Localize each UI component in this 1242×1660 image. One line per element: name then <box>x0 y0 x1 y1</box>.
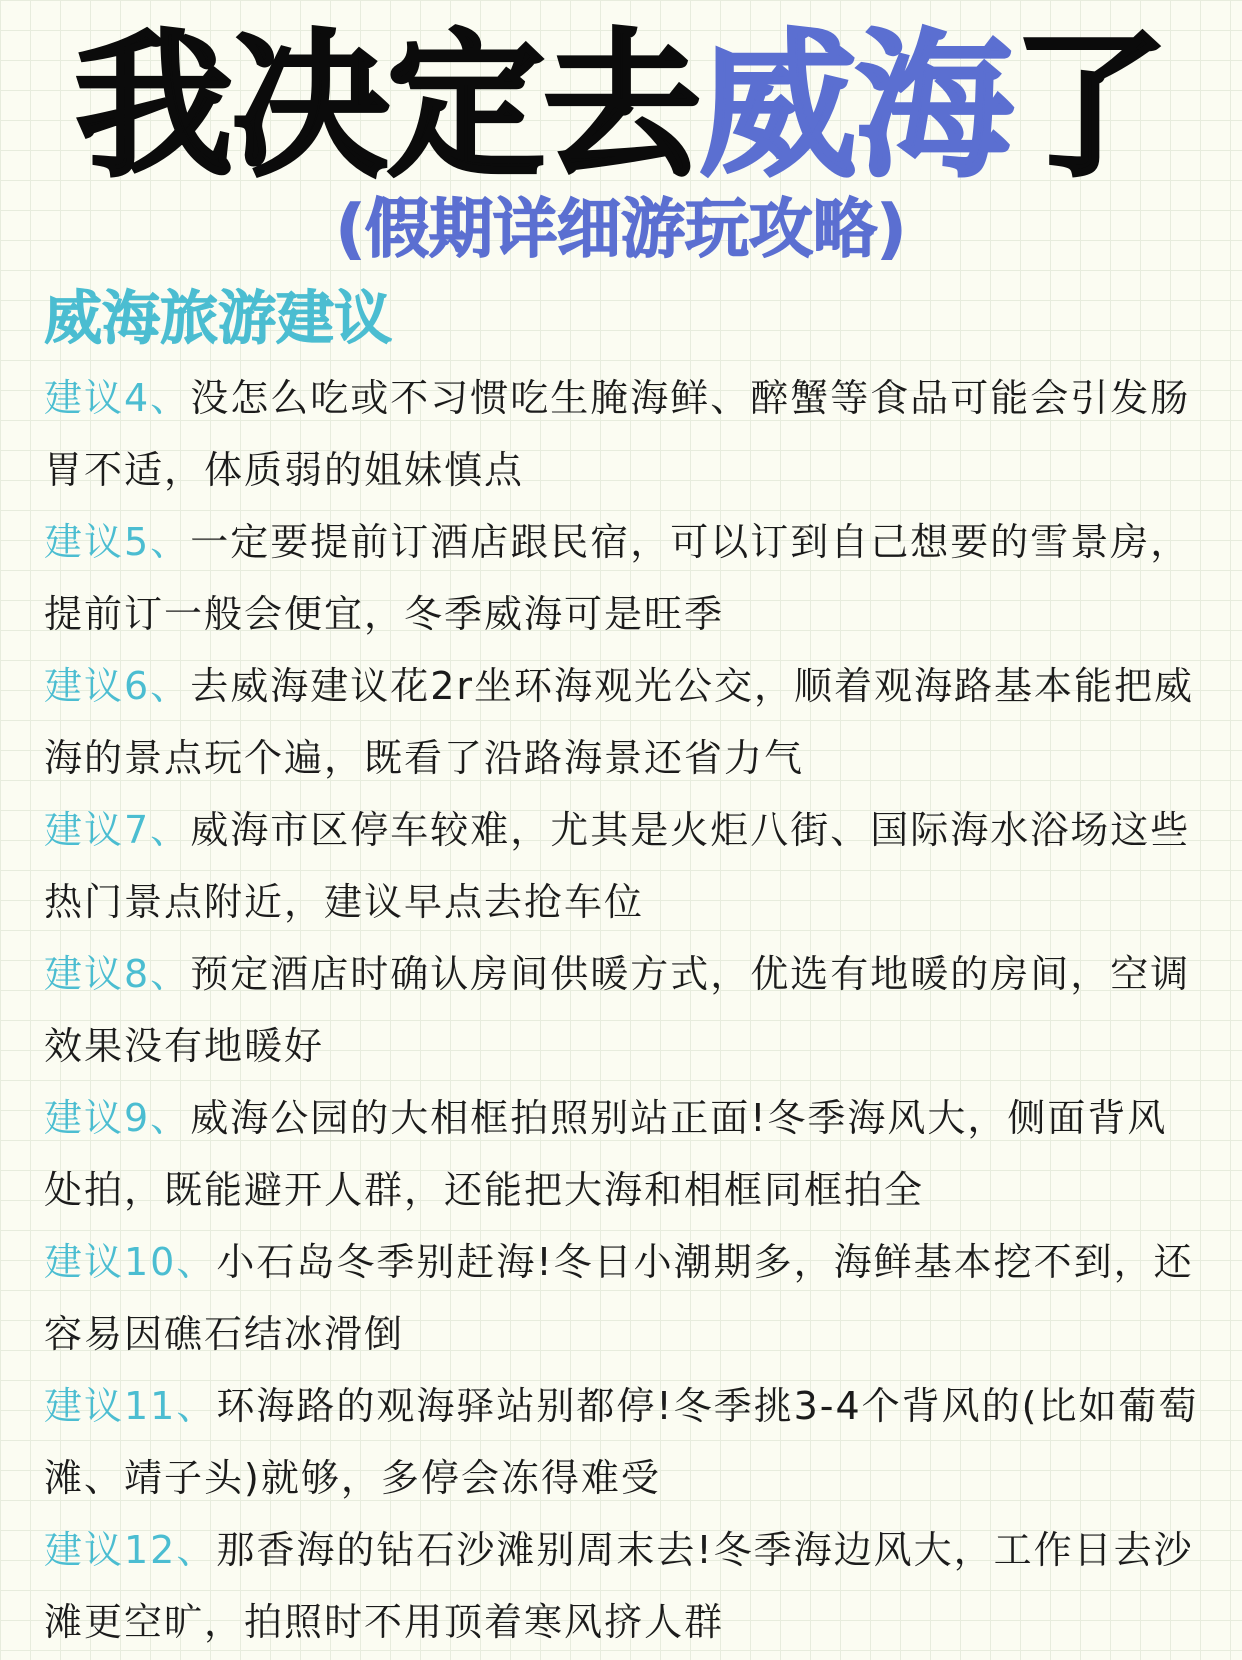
tip-item-5 <box>44 506 1204 650</box>
tip-label: 建议5、 <box>44 520 191 564</box>
tip-text: 威海公园的大相框拍照别站正面!冬季海风大，侧面背风处拍，既能避开人群，还能把大海和相框同框拍全 <box>44 1096 1168 1212</box>
title-part1: 我决定去 <box>75 15 699 199</box>
title-part2: 了 <box>1011 15 1167 199</box>
tip-item-9 <box>44 1082 1204 1226</box>
tip-text: 去威海建议花2r坐环海观光公交，顺着观海路基本能把威海的景点玩个遍，既看了沿路海景还省力气 <box>44 664 1194 780</box>
tip-item-4 <box>44 362 1204 506</box>
section-heading: 威海旅游建议 <box>44 284 393 352</box>
tip-label: 建议6、 <box>44 664 191 708</box>
tip-label: 建议8、 <box>44 952 191 996</box>
tip-item-11 <box>44 1370 1204 1514</box>
title-highlight: 威海 <box>699 15 1011 199</box>
tip-label: 建议9、 <box>44 1096 191 1140</box>
page-subtitle: (假期详细游玩攻略) <box>335 193 907 267</box>
tip-text: 小石岛冬季别赶海!冬日小潮期多，海鲜基本挖不到，还容易因礁石结冰滑倒 <box>44 1240 1194 1356</box>
tip-text: 威海市区停车较难，尤其是火炬八街、国际海水浴场这些热门景点附近，建议早点去抢车位 <box>44 808 1191 924</box>
tip-label: 建议4、 <box>44 376 191 420</box>
tip-item-7 <box>44 794 1204 938</box>
tip-item-10 <box>44 1226 1204 1370</box>
tip-label: 建议11、 <box>44 1384 217 1428</box>
tip-text: 环海路的观海驿站别都停!冬季挑3-4个背风的(比如葡萄滩、靖子头)就够，多停会冻得难受 <box>44 1384 1199 1500</box>
tip-text: 预定酒店时确认房间供暖方式，优选有地暖的房间，空调效果没有地暖好 <box>44 952 1191 1068</box>
tip-item-6 <box>44 650 1204 794</box>
tip-text: 一定要提前订酒店跟民宿，可以订到自己想要的雪景房，提前订一般会便宜，冬季威海可是旺季 <box>44 520 1191 636</box>
tip-label: 建议7、 <box>44 808 191 852</box>
tip-text: 没怎么吃或不习惯吃生腌海鲜、醉蟹等食品可能会引发肠胃不适，体质弱的姐妹慎点 <box>44 376 1191 492</box>
page-title <box>0 15 1242 199</box>
tips-list <box>44 362 1204 1658</box>
tip-label: 建议12、 <box>44 1528 217 1572</box>
tip-item-8 <box>44 938 1204 1082</box>
tip-label: 建议10、 <box>44 1240 217 1284</box>
tip-text: 那香海的钻石沙滩别周末去!冬季海边风大，工作日去沙滩更空旷，拍照时不用顶着寒风挤人群 <box>44 1528 1194 1644</box>
tip-item-12 <box>44 1514 1204 1658</box>
